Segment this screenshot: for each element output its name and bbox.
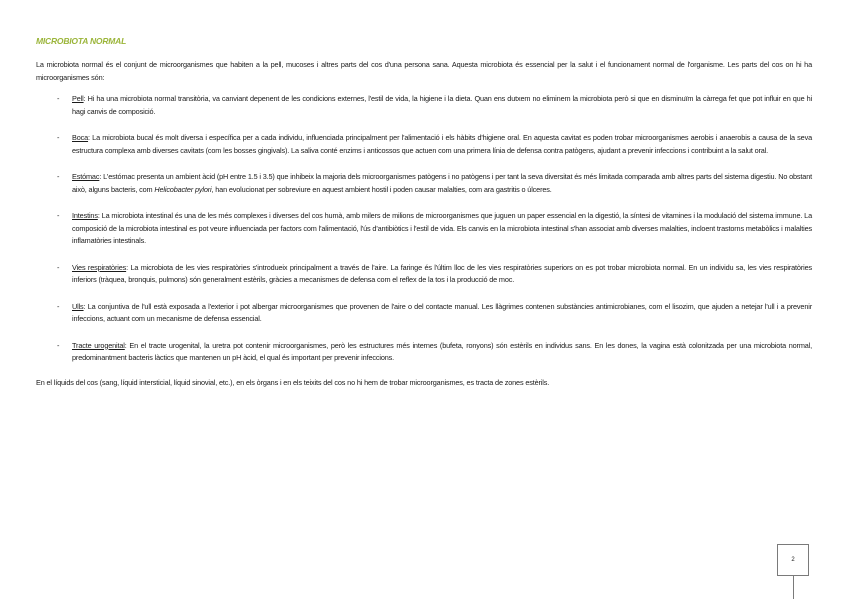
bullet-dash: - xyxy=(57,133,60,143)
list-item-intestins xyxy=(36,210,812,248)
item-term: Intestins xyxy=(72,211,98,221)
bullet-dash: - xyxy=(57,340,60,350)
item-term: Vies respiratòries xyxy=(72,262,127,272)
item-text: : En el tracte urogenital, la uretra pot contenir microorganismes, però les estructures més internes (bufeta, ronyons) són estèrils en individus sans. En les dones, la vagina està colonitzada per una microbiota normal, predominantment bacteris làctics que mantenen un pH àcid, el qual és important per prevenir infeccions. xyxy=(72,340,812,363)
page-number-box xyxy=(777,544,809,576)
item-text: : Hi ha una microbiota normal transitòria, va canviant depenent de les condicions externes, l'estil de vida, la higiene i la dieta. Quan ens dutxem no eliminem la microbiota però si que en disminuïm la càrrega fet que pot influir en que hi hagi canvis de composició. xyxy=(72,94,812,116)
item-term: Ulls xyxy=(72,301,84,311)
list-item-ulls xyxy=(36,301,812,326)
section-title: MICROBIOTA NORMAL xyxy=(36,36,127,46)
item-term: Pell xyxy=(72,94,84,104)
list-item-vies-respiratories xyxy=(36,262,812,287)
list-item-tracte-urogenital xyxy=(36,340,812,365)
item-term: Tracte urogenital xyxy=(72,340,125,350)
bullet-dash: - xyxy=(57,94,60,104)
species-name: Helicobacter pylori xyxy=(154,184,212,194)
list-item-boca xyxy=(36,132,812,157)
closing-paragraph: En el líquids del cos (sang, líquid intersticial, líquid sinovial, etc.), en els òrgans i en els teixits del cos no hi hem de trobar microorganismes, es tracta de zones estèrils. xyxy=(36,377,550,387)
item-text: : La conjuntiva de l'ull està exposada a l'exterior i pot albergar microorganismes que provenen de l'aire o del contacte manual. Les llàgrimes contenen substàncies antimicrobianes, com el lisozim, que ajuden a netejar l'ull i a prevenir infeccions, actuant com un mecanisme de defensa essencial. xyxy=(72,301,812,324)
intro-paragraph: La microbiota normal és el conjunt de microorganismes que habiten a la pell, mucoses i altres parts del cos d'una persona sana. Aquesta microbiota és essencial per la salut i el funcionament normal de l'organisme. Les parts del cos on hi ha microorganismes són: xyxy=(36,60,812,82)
bullet-dash: - xyxy=(57,262,60,272)
page-number-line xyxy=(793,576,794,599)
item-text: : La microbiota de les vies respiratòries s'introdueix principalment a través de l'aire. La faringe és l'últim lloc de les vies respiratòries superiors on es pot trobar microbiota normal. En un individu sa, les vies respiratòries inferiors (tràquea, bronquis, pulmons) són generalment estèrils, gràcies a mecanismes de defensa com el reflex de la tos i la producció de moc. xyxy=(72,262,812,285)
item-text: : L'estómac presenta un ambient àcid (pH entre 1.5 i 3.5) que inhibeix la majoria dels microorganismes patògens i no patògens i per tant la seva diversitat és més limitada comparada amb altres parts del sistema digestiu. No obstant això, alguns bacteris, com xyxy=(72,172,812,194)
microbiota-list xyxy=(36,93,812,365)
bullet-dash: - xyxy=(57,172,60,182)
page-number: 2 xyxy=(791,557,795,563)
list-item-estomac xyxy=(36,171,812,196)
item-term: Estómac xyxy=(72,172,100,182)
item-text-end: , han evolucionat per sobreviure en aquest ambient hostil i poden causar malalties, com ara gastritis o úlceres. xyxy=(211,184,552,194)
document-page xyxy=(36,36,812,389)
bullet-dash: - xyxy=(57,301,60,311)
item-text: : La microbiota bucal és molt diversa i específica per a cada individu, influenciada principalment per l'alimentació i els hàbits d'higiene oral. En aquesta cavitat es poden trobar microorganismes aerobis i anaerobis a causa de la seva estructura complexa amb diverses cavitats (com les bosses gingivals). La saliva conté enzims i anticossos que actuen com una primera línia de defensa contra patògens, ajudant a prevenir infeccions i contribuint a la salut oral. xyxy=(72,133,812,155)
item-term: Boca xyxy=(72,133,89,143)
item-text: : La microbiota intestinal és una de les més complexes i diverses del cos humà, amb milers de milions de microorganismes que juguen un paper essencial en la digestió, la síntesi de vitamines i la modulació del sistema immune. La composició de la microbiota intestinal es pot veure influenciada per factors com l'alimentació, l'ús d'antibiòtics i l'estil de vida. Els canvis en la microbiota intestinal s'han associat amb diverses malalties, incloent trastorns metabòlics i malalties inflamatòries intestinals. xyxy=(72,211,812,246)
list-item-pell xyxy=(36,93,812,118)
bullet-dash: - xyxy=(57,211,60,221)
